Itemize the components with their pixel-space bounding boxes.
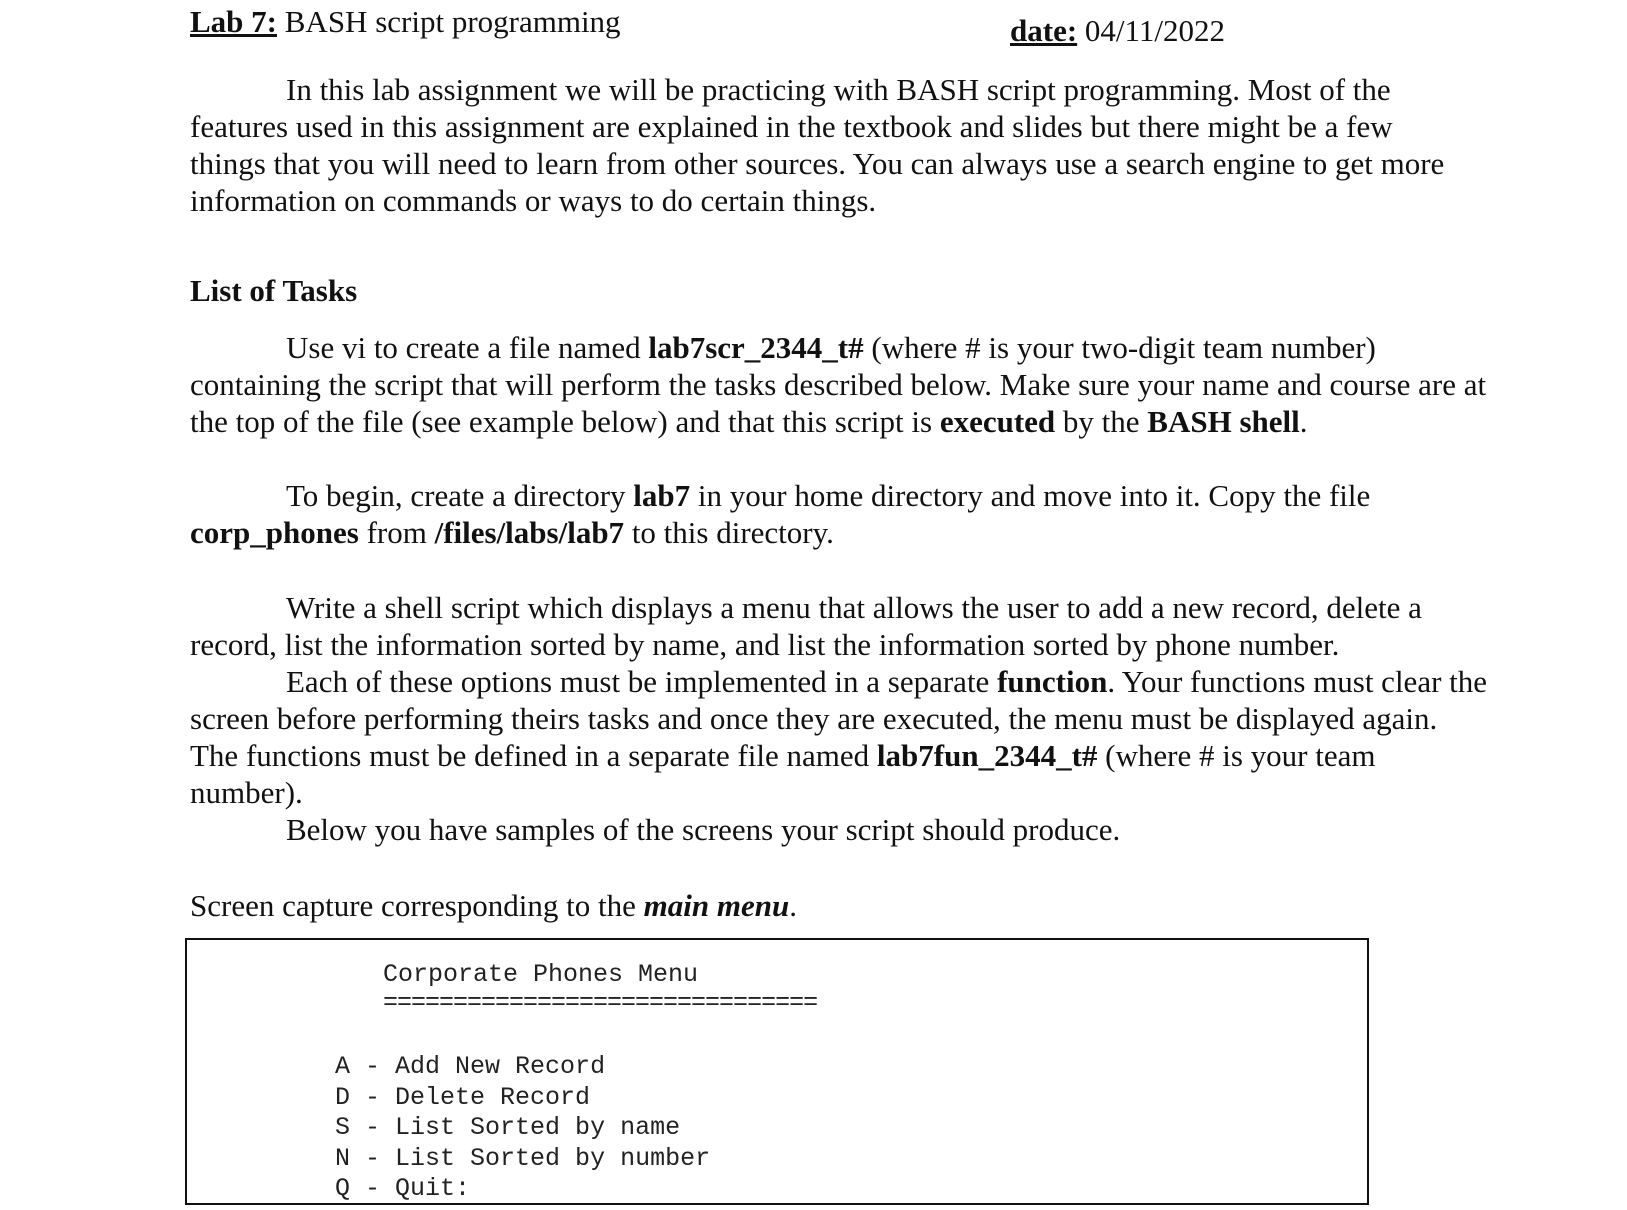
text-run: To begin, create a directory [286,478,634,513]
menu-option: S - List Sorted by name [335,1113,681,1142]
text-run: by the [1055,404,1148,439]
lab-date [1010,13,1225,49]
menu-label: List Sorted by number [395,1143,711,1173]
emphasis-text: main menu [643,888,790,923]
screen-caption [190,888,797,924]
task-paragraph-vi [190,329,1490,440]
menu-label: Delete Record [395,1082,591,1112]
script-filename: lab7scr_2344_t# [648,330,864,365]
text-run: . [789,888,797,923]
file-name: corp_phones [190,515,359,550]
bold-term: function [997,664,1108,699]
task-paragraph-script [190,589,1490,848]
lab-label: Lab 7: [190,4,277,39]
text-run: . [1299,404,1308,439]
section-heading: List of Tasks [190,273,358,308]
lab-heading [190,4,621,40]
menu-label: List Sorted by name [395,1113,681,1142]
text-run: (where # is your two-digit team number) containing the script that will perform the tasks described below. Make sure your name and course are at the top of the file (see example below) and that this script is [190,330,1487,439]
menu-option: Q - Quit: [335,1174,471,1203]
document-header [190,4,1490,48]
menu-title: Corporate Phones Menu [383,960,699,989]
text-run: Each of these options must be implemented in a separate [286,664,998,699]
date-label: date: [1010,13,1078,48]
source-path: /files/labs/lab7 [434,515,625,550]
text-run: in your home directory and move into it. Copy the file [690,478,1371,513]
intro-paragraph: In this lab assignment we will be practicing with BASH script programming. Most of the features used in this assignment are explained in the textbook and slides but there might be a few things that you will need to learn from other sources. You can always use a search engine to get more information on commands or ways to do certain things. [190,72,1445,218]
directory-name: lab7 [633,478,691,513]
task-paragraph-directory [190,477,1460,551]
script-description: Write a shell script which displays a menu that allows the user to add a new record, delete a record, list the information sorted by name, and list the information sorted by phone number. [190,590,1422,662]
menu-options [335,1052,710,1205]
text-run: (where # is your team number). [190,738,1376,810]
menu-key: S [335,1113,351,1142]
function-filename: lab7fun_2344_t# [876,738,1098,773]
menu-option: D - Delete Record [335,1082,591,1112]
menu-separator: =============================== [383,988,818,1017]
menu-label: Add New Record [395,1052,606,1081]
menu-option: A - Add New Record [335,1052,606,1081]
bold-term: BASH shell [1147,404,1300,439]
menu-option: N - List Sorted by number [335,1143,711,1173]
lab-title: BASH script programming [277,4,621,39]
text-run: to this directory. [624,515,834,550]
text-run: Use vi to create a file named [286,330,649,365]
bold-term: executed [939,404,1056,439]
samples-note: Below you have samples of the screens your script should produce. [286,812,1121,847]
menu-key: A [335,1052,351,1081]
text-run: . Your functions must clear the screen before performing theirs tasks and once they are executed, the menu must be displayed again. The functions must be defined in a separate file named [190,664,1488,773]
function-requirements [190,663,1490,811]
menu-label: Quit: [395,1174,471,1203]
menu-key: D [335,1082,351,1112]
text-run: from [358,515,435,550]
menu-key: N [335,1143,351,1173]
terminal-screen-capture [185,938,1369,1205]
menu-key: Q [335,1174,351,1203]
text-run: Screen capture corresponding to the [190,888,644,923]
date-value: 04/11/2022 [1077,13,1225,48]
